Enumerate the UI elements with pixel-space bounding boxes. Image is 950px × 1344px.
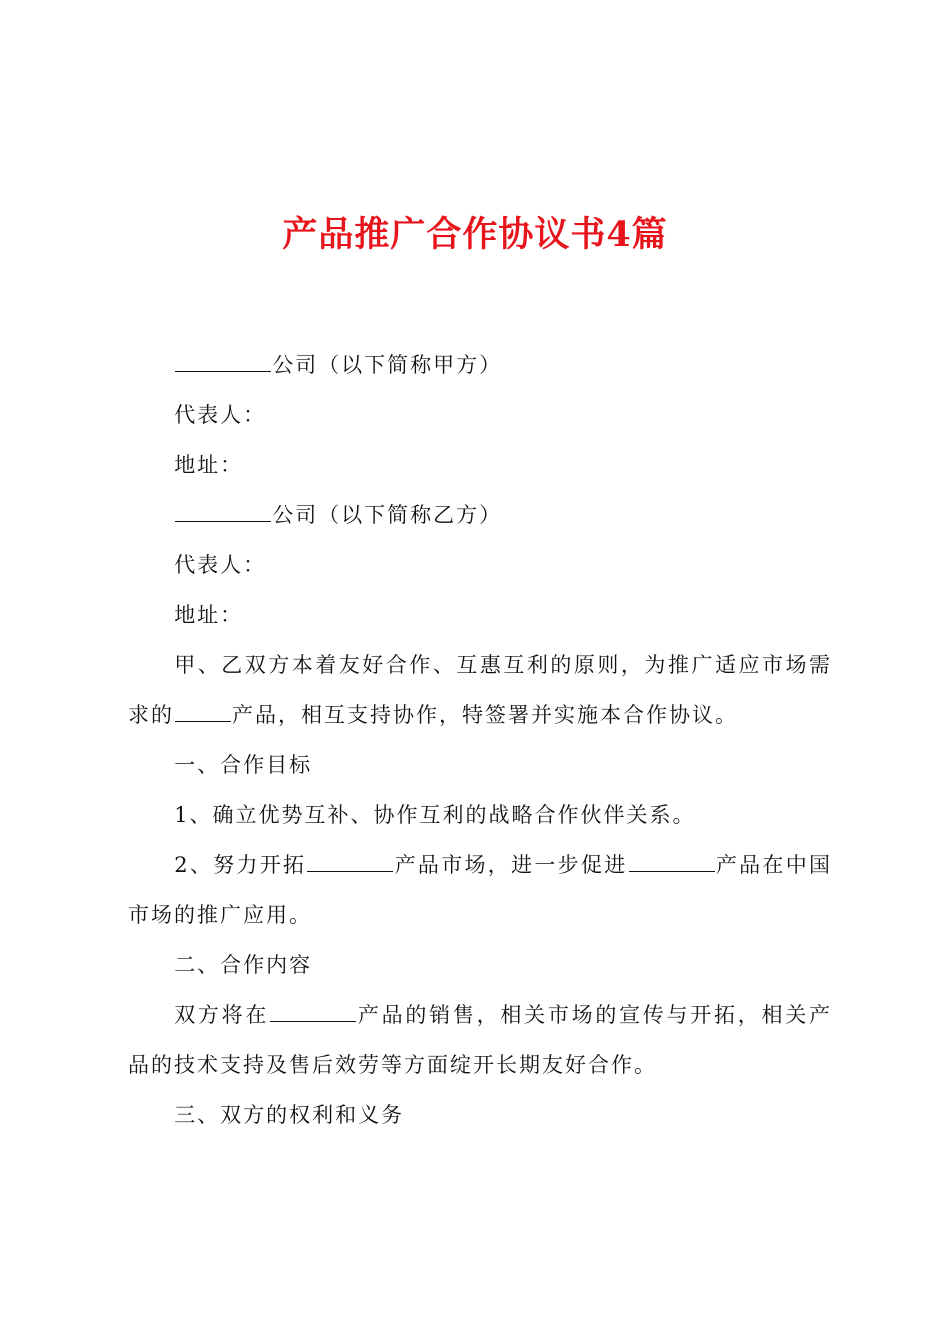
blank-line <box>270 1001 356 1022</box>
intro-paragraph: 甲、乙双方本着友好合作、互惠互利的原则，为推广适应市场需求的 产品，相互支持协作，特签署并实施本合作协议。 <box>128 653 832 727</box>
party-b-representative: 代表人： <box>174 553 267 577</box>
section-2-heading: 二、合作内容 <box>174 953 313 977</box>
blank-line <box>629 851 715 872</box>
section-3-heading: 三、双方的权利和义务 <box>174 1103 405 1127</box>
party-a-address: 地址： <box>174 453 244 477</box>
section-1-item-1: 1、确立优势互补、协作互利的战略合作伙伴关系。 <box>174 803 696 827</box>
document-body <box>128 340 832 1140</box>
party-b-address: 地址： <box>174 603 244 627</box>
section-2-text: 双方将在 产品的销售，相关市场的宣传与开拓，相关产品的技术支持及售后效劳等方面绽开长期友好合作。 <box>128 1003 832 1077</box>
party-a-representative: 代表人： <box>174 403 267 427</box>
party-a-company: 公司（以下简称甲方） <box>128 340 832 390</box>
document-title: 产品推广合作协议书4篇 <box>282 214 668 255</box>
blank-line <box>175 351 271 372</box>
blank-line <box>175 501 271 522</box>
blank-line <box>175 701 231 722</box>
section-1-heading: 一、合作目标 <box>174 753 313 777</box>
blank-line <box>307 851 393 872</box>
party-b-company: 公司（以下简称乙方） <box>128 490 832 540</box>
section-1-item-2: 2、努力开拓 产品市场，进一步促进 产品在中国市场的推广应用。 <box>128 853 832 927</box>
